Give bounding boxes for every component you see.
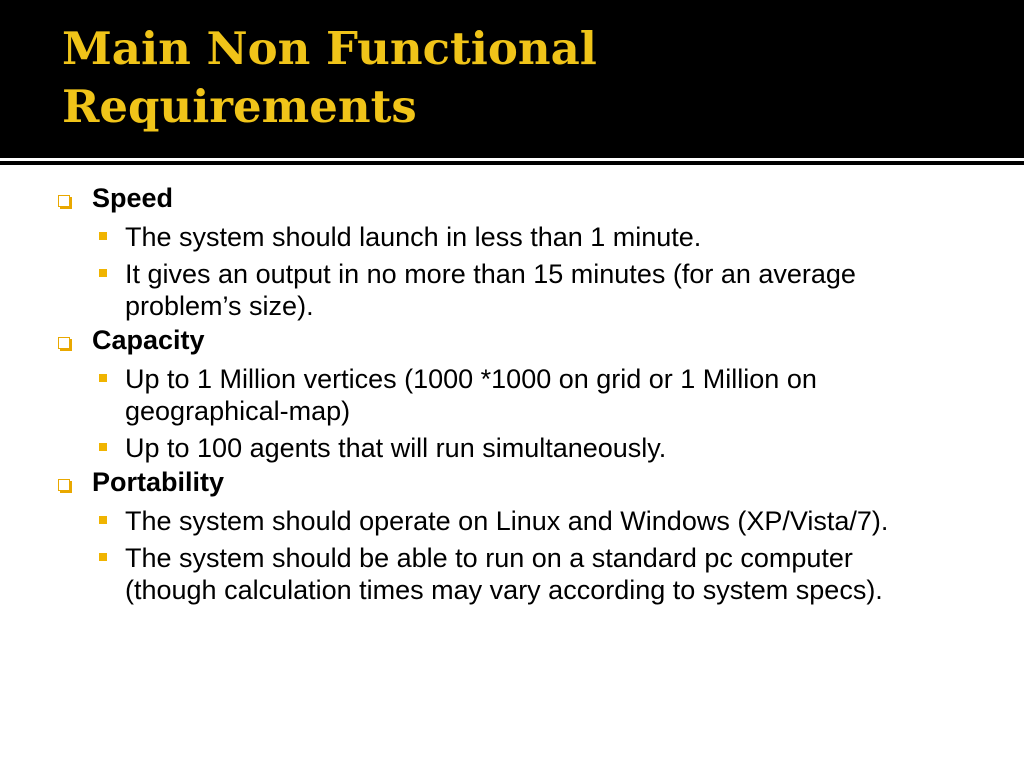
square-bullet-icon: [99, 374, 107, 382]
list-item-text: It gives an output in no more than 15 minutes (for an average problem’s size).: [125, 259, 856, 321]
list-item: [0, 542, 1024, 606]
section-heading-label: Capacity: [92, 325, 205, 355]
section-heading-label: Speed: [92, 183, 174, 213]
section-portability: [0, 464, 1024, 606]
section-speed: [0, 180, 1024, 322]
section-capacity: [0, 322, 1024, 464]
title-bar: [0, 0, 1024, 158]
list-item-text: The system should be able to run on a standard pc computer (though calculation times may vary according to system specs).: [125, 543, 883, 605]
checkbox-bullet-icon: [58, 337, 70, 349]
slide-title: Main Non Functional Requirements: [62, 22, 597, 133]
title-divider: [0, 161, 1024, 165]
list-item-text: The system should launch in less than 1 minute.: [125, 222, 702, 252]
checkbox-bullet-icon: [58, 479, 70, 491]
list-item-text: The system should operate on Linux and Windows (XP/Vista/7).: [125, 506, 889, 536]
list-item: [0, 363, 1024, 427]
section-heading: [0, 180, 1024, 216]
list-item: [0, 432, 1024, 464]
square-bullet-icon: [99, 232, 107, 240]
list-item: [0, 221, 1024, 253]
square-bullet-icon: [99, 443, 107, 451]
square-bullet-icon: [99, 516, 107, 524]
section-heading: [0, 464, 1024, 500]
list-item-text: Up to 100 agents that will run simultaneously.: [125, 433, 667, 463]
list-item: [0, 505, 1024, 537]
square-bullet-icon: [99, 269, 107, 277]
checkbox-bullet-icon: [58, 195, 70, 207]
section-heading-label: Portability: [92, 467, 225, 497]
list-item: [0, 258, 1024, 322]
section-heading: [0, 322, 1024, 358]
slide-content: [0, 180, 1024, 740]
square-bullet-icon: [99, 553, 107, 561]
list-item-text: Up to 1 Million vertices (1000 *1000 on grid or 1 Million on geographical-map): [125, 364, 817, 426]
